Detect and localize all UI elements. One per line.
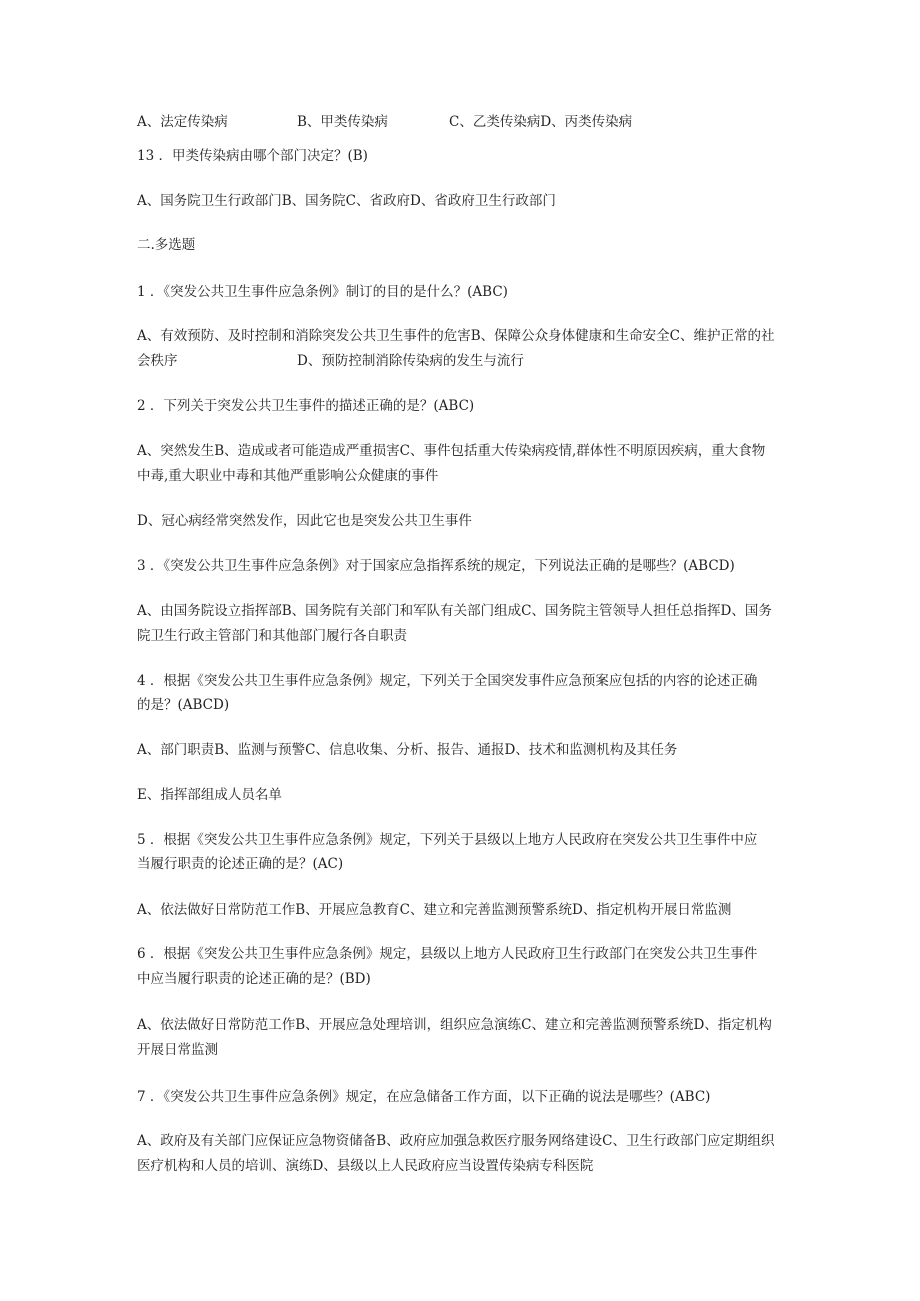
m2-options-line2: 中毒,重大职业中毒和其他严重影响公众健康的事件 — [137, 468, 439, 484]
q13-stem: 13 ．甲类传染病由哪个部门决定？(B) — [137, 148, 368, 164]
m1-options-line2a: 会秩序 — [137, 353, 178, 369]
m4-options: A、部门职责B、监测与预警C、信息收集、分析、报告、通报D、技术和监测机构及其任务 — [137, 742, 678, 758]
m1-stem: 1 ．《突发公共卫生事件应急条例》制订的目的是什么？(ABC) — [137, 284, 508, 300]
q12-option-a: A、法定传染病 — [137, 114, 228, 130]
m6-stem-line2: 中应当履行职责的论述正确的是？(BD) — [137, 971, 371, 987]
m3-stem: 3 ．《突发公共卫生事件应急条例》对于国家应急指挥系统的规定，下列说法正确的是哪些？(ABCD) — [137, 558, 735, 574]
m2-option-d: D、冠心病经常突然发作，因此它也是突发公共卫生事件 — [137, 513, 472, 529]
m7-options-line2: 医疗机构和人员的培训、演练D、县级以上人民政府应当设置传染病专科医院 — [137, 1158, 594, 1174]
q12-option-cd: C、乙类传染病D、丙类传染病 — [449, 114, 633, 130]
m4-option-e: E、指挥部组成人员名单 — [137, 787, 282, 803]
m4-stem-line2: 的是？(ABCD) — [137, 697, 230, 713]
m1-options-line2b: D、预防控制消除传染病的发生与流行 — [297, 353, 524, 369]
m6-stem-line1: 6 ．根据《突发公共卫生事件应急条例》规定，县级以上地方人民政府卫生行政部门在突发公共卫生事件 — [137, 946, 758, 962]
m5-stem-line1: 5 ．根据《突发公共卫生事件应急条例》规定，下列关于县级以上地方人民政府在突发公共卫生事件中应 — [137, 832, 758, 848]
m5-options: A、依法做好日常防范工作B、开展应急教育C、建立和完善监测预警系统D、指定机构开展日常监测 — [137, 902, 732, 918]
m6-options-line1: A、依法做好日常防范工作B、开展应急处理培训，组织应急演练C、建立和完善监测预警系统D、指定机构 — [137, 1017, 772, 1033]
m6-options-line2: 开展日常监测 — [137, 1042, 218, 1058]
q12-option-b: B、甲类传染病 — [297, 114, 388, 130]
m3-options-line2: 院卫生行政主管部门和其他部门履行各自职责 — [137, 628, 407, 644]
m3-options-line1: A、由国务院设立指挥部B、国务院有关部门和军队有关部门组成C、国务院主管领导人担任总指挥D、国务 — [137, 603, 772, 619]
m4-stem-line1: 4 ．根据《突发公共卫生事件应急条例》规定，下列关于全国突发事件应急预案应包括的内容的论述正确 — [137, 673, 758, 689]
m7-options-line1: A、政府及有关部门应保证应急物资储备B、政府应加强急救医疗服务网络建设C、卫生行政部门应定期组织 — [137, 1133, 775, 1149]
q13-options: A、国务院卫生行政部门B、国务院C、省政府D、省政府卫生行政部门 — [137, 193, 556, 209]
m5-stem-line2: 当履行职责的论述正确的是？(AC) — [137, 856, 344, 872]
m2-stem: 2 ．下列关于突发公共卫生事件的描述正确的是？(ABC) — [137, 398, 475, 414]
m7-stem: 7 ．《突发公共卫生事件应急条例》规定，在应急储备工作方面，以下正确的说法是哪些？(ABC) — [137, 1089, 711, 1105]
section-heading-multiple-choice: 二.多选题 — [137, 237, 196, 253]
m1-options-line1: A、有效预防、及时控制和消除突发公共卫生事件的危害B、保障公众身体健康和生命安全C、维护正常的社 — [137, 328, 775, 344]
m2-options-line1: A、突然发生B、造成或者可能造成严重损害C、事件包括重大传染病疫情,群体性不明原因疾病，重大食物 — [137, 443, 766, 459]
